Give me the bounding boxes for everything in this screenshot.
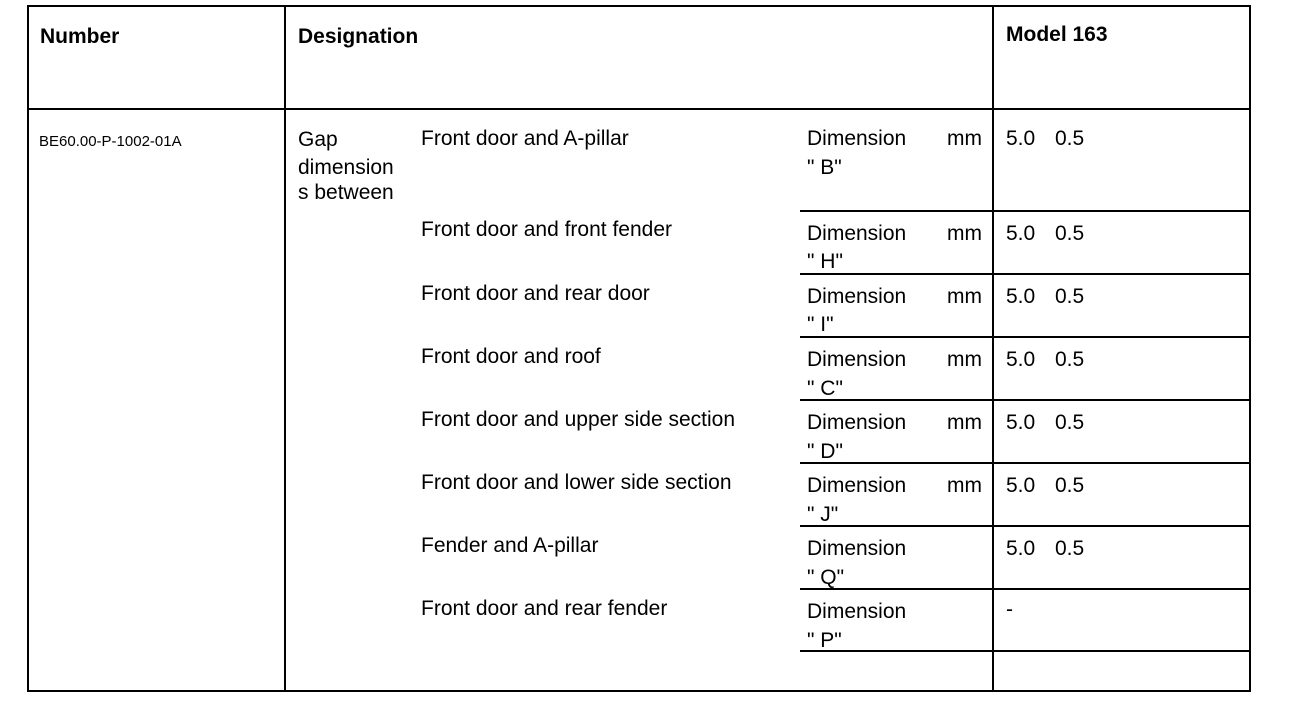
item-label: Front door and upper side section [421, 408, 736, 431]
item-value: 5.0 [1006, 222, 1036, 245]
item-label: Front door and roof [421, 345, 601, 368]
group-label-line: s between [298, 181, 394, 204]
item-value: 5.0 [1006, 474, 1036, 497]
item-label: Fender and A-pillar [421, 534, 599, 557]
item-dimension: Dimension [807, 285, 907, 308]
item-unit: mm [947, 474, 982, 497]
item-unit: mm [947, 127, 982, 150]
item-dimension: Dimension [807, 474, 907, 497]
item-value: 5.0 [1006, 127, 1036, 150]
row-divider [800, 525, 1251, 527]
row-divider [800, 462, 1251, 464]
item-label: Front door and rear door [421, 282, 650, 305]
item-dimension: Dimension [807, 600, 907, 623]
item-value: 5.0 [1006, 348, 1036, 371]
number-column-divider [284, 5, 286, 692]
item-value: 5.0 [1006, 537, 1036, 560]
item-code: " J" [807, 503, 839, 526]
item-value: - [1006, 598, 1013, 621]
item-label: Front door and rear fender [421, 597, 668, 620]
item-unit: mm [947, 222, 982, 245]
item-code: " B" [807, 156, 842, 179]
item-dimension: Dimension [807, 348, 907, 371]
group-label-line: dimension [298, 156, 394, 179]
header-separator [27, 108, 1251, 110]
table-bottom-border [27, 690, 1251, 692]
row-divider [800, 336, 1251, 338]
item-code: " C" [807, 377, 843, 400]
item-code: " P" [807, 629, 842, 652]
item-code: " D" [807, 440, 843, 463]
row-divider [800, 210, 1251, 212]
item-unit: mm [947, 285, 982, 308]
item-dimension: Dimension [807, 537, 907, 560]
table-top-border [27, 5, 1251, 7]
item-unit: mm [947, 348, 982, 371]
item-label: Front door and front fender [421, 218, 672, 241]
row-divider [800, 273, 1251, 275]
group-label-line: Gap [298, 128, 338, 151]
item-code: " H" [807, 250, 843, 273]
header-model: Model 163 [1006, 23, 1108, 46]
item-tolerance: 0.5 [1055, 348, 1085, 371]
document-number: BE60.00-P-1002-01A [39, 133, 182, 150]
item-tolerance: 0.5 [1055, 411, 1085, 434]
header-designation: Designation [298, 25, 419, 48]
item-tolerance: 0.5 [1055, 222, 1085, 245]
row-divider [800, 650, 1251, 652]
item-tolerance: 0.5 [1055, 285, 1085, 308]
item-tolerance: 0.5 [1055, 474, 1085, 497]
item-label: Front door and lower side section [421, 471, 732, 494]
item-dimension: Dimension [807, 222, 907, 245]
item-dimension: Dimension [807, 127, 907, 150]
item-code: " I" [807, 313, 834, 336]
item-unit: mm [947, 411, 982, 434]
row-divider [800, 399, 1251, 401]
item-code: " Q" [807, 566, 845, 589]
header-number: Number [40, 25, 120, 48]
item-value: 5.0 [1006, 285, 1036, 308]
item-tolerance: 0.5 [1055, 127, 1085, 150]
item-label: Front door and A-pillar [421, 127, 629, 150]
row-divider [800, 588, 1251, 590]
item-tolerance: 0.5 [1055, 537, 1085, 560]
item-dimension: Dimension [807, 411, 907, 434]
item-value: 5.0 [1006, 411, 1036, 434]
